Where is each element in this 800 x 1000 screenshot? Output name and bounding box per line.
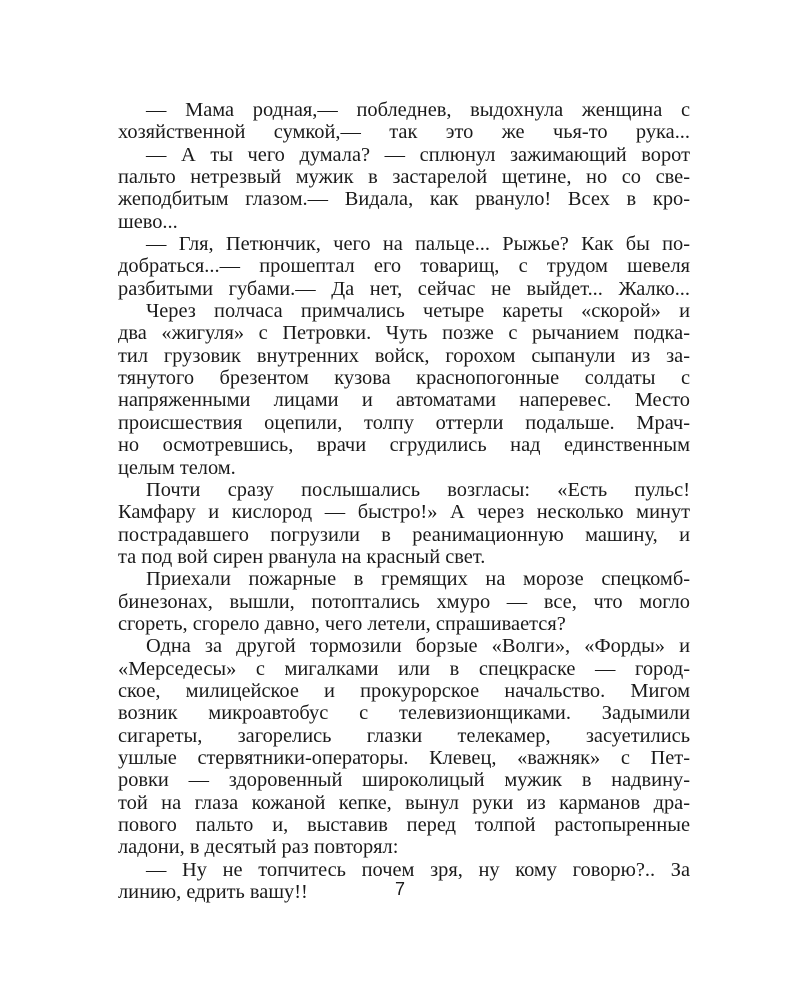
text-line: — Мама родная,— побледнев, выдохнула женщина с — [146, 99, 690, 121]
text-line: Одна за другой тормозили борзые «Волги», «Форды» и — [146, 635, 690, 658]
text-line: жеподбитым глазом.— Видала, как рвануло! Всех в кро- — [118, 188, 690, 211]
text-line: пострадавшего погрузили в реанимационную машину, и — [118, 523, 690, 546]
text-line: разбитыми губами.— Да нет, сейчас не выйдет... Жалко... — [118, 277, 690, 300]
text-line: ладони, в десятый раз повторял: — [118, 836, 399, 859]
text-line: Камфару и кислород — быстро!» А через несколько минут — [118, 501, 690, 524]
text-line: происшествия оцепили, толпу оттерли подальше. Мрач- — [118, 411, 690, 434]
text-line: Приехали пожарные в гремящих на морозе спецкомб- — [146, 568, 690, 591]
text-line: Через полчаса примчались четыре кареты «скорой» и — [146, 300, 690, 323]
text-line: — А ты чего думала? — сплюнул зажимающий ворот — [146, 143, 690, 166]
text-line: но осмотревшись, врачи сгрудились над единственным — [118, 434, 690, 457]
text-line: линию, едрить вашу!! — [118, 881, 308, 904]
text-line: сгореть, сгорело давно, чего летели, спрашивается? — [118, 612, 566, 635]
text-line: ушлые стервятники-операторы. Клевец, «важняк» с Пет- — [118, 746, 690, 769]
text-line: напряженными лицами и автоматами наперевес. Место — [118, 389, 690, 412]
text-line: сигареты, загорелись глазки телекамер, засуетились — [118, 724, 690, 747]
page-number: 7 — [394, 879, 405, 899]
text-line: ское, милицейское и прокурорское начальство. Мигом — [118, 679, 690, 702]
text-line: возник микроавтобус с телевизионщиками. Задымили — [118, 702, 690, 725]
text-line: тил грузовик внутренних войск, горохом сыпанули из за- — [118, 344, 690, 367]
text-line: «Мерседесы» с мигалками или в спецкраске — город- — [118, 657, 690, 680]
text-line: пальто нетрезвый мужик в застарелой щетине, но со све- — [118, 166, 690, 189]
text-line: Почти сразу послышались возгласы: «Есть пульс! — [146, 478, 690, 501]
text-line: — Ну не топчитесь почем зря, ну кому говорю?.. За — [146, 858, 690, 881]
text-line: ровки — здоровенный широколицый мужик в надвину- — [118, 769, 690, 792]
text-line: два «жигуля» с Петровки. Чуть позже с рычанием подка- — [118, 322, 690, 345]
text-line: шево... — [118, 210, 178, 233]
text-line: той на глаза кожаной кепке, вынул руки из карманов дра- — [118, 791, 690, 814]
text-line: пового пальто и, выставив перед толпой растопыренные — [118, 814, 690, 836]
text-line: тянутого брезентом кузова краснопогонные солдаты с — [118, 367, 690, 390]
text-line: добраться...— прошептал его товарищ, с трудом шевеля — [118, 255, 690, 278]
text-line: та под вой сирен рванула на красный свет. — [118, 545, 486, 568]
text-line: бинезонах, вышли, потоптались хмуро — все, что могло — [118, 590, 690, 613]
text-line: хозяйственной сумкой,— так это же чья-то рука... — [118, 121, 690, 144]
text-line: целым телом. — [118, 456, 236, 479]
body-text — [118, 99, 690, 903]
text-line: — Гля, Петюнчик, чего на пальце... Рыжье? Как бы по- — [146, 233, 690, 256]
